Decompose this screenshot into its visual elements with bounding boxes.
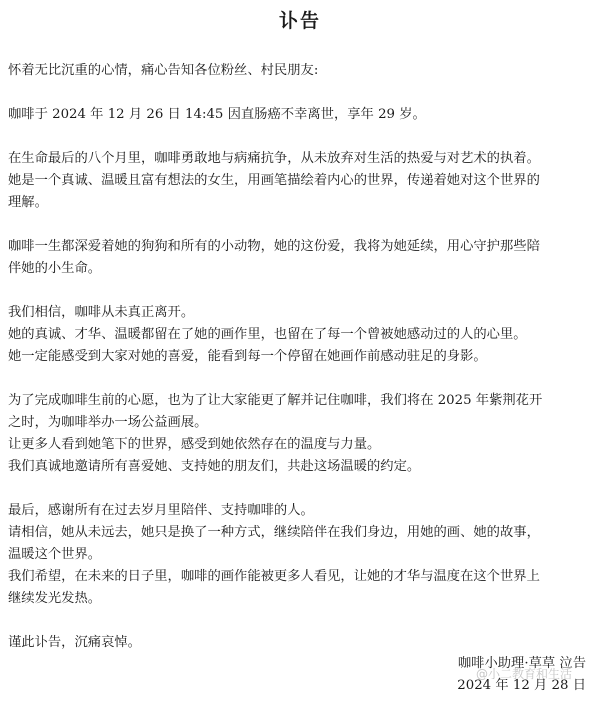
- text-line: 请相信，她从未远去，她只是换了一种方式，继续陪伴在我们身边，用她的画、她的故事，: [8, 525, 540, 540]
- text-line: 我们希望，在未来的日子里，咖啡的画作能被更多人看见，让她的才华与温度在这个世界上: [8, 569, 540, 584]
- signature-block: [457, 653, 586, 697]
- text-line: 温暖这个世界。: [8, 547, 102, 562]
- paragraph-animals: [8, 236, 588, 280]
- document-body: [8, 60, 588, 654]
- announcement-line: 咖啡于 2024 年 12 月 26 日 14:45 因直肠癌不幸离世，享年 29 岁。: [8, 107, 426, 122]
- document-date: 2024 年 12 月 28 日: [457, 678, 586, 693]
- paragraph-struggle: [8, 148, 588, 214]
- closing-line: 谨此讣告，沉痛哀悼。: [8, 635, 141, 650]
- greeting-line: 怀着无比沉重的心情，痛心告知各位粉丝、村民朋友:: [8, 63, 319, 78]
- text-line: 在生命最后的八个月里，咖啡勇敢地与病痛抗争，从未放弃对生活的热爱与对艺术的执着。: [8, 151, 540, 166]
- signature: 咖啡小助理·草草 泣告: [457, 656, 586, 671]
- paragraph-thanks: [8, 500, 588, 610]
- paragraph-exhibition: [8, 390, 588, 478]
- paragraph-legacy: [8, 302, 588, 368]
- text-line: 她一定能感受到大家对她的喜爱，能看到每一个停留在她画作前感动驻足的身影。: [8, 349, 487, 364]
- text-line: 理解。: [8, 195, 48, 210]
- text-line: 之时，为咖啡举办一场公益画展。: [8, 415, 208, 430]
- text-line: 咖啡一生都深爱着她的狗狗和所有的小动物，她的这份爱，我将为她延续，用心守护那些陪: [8, 239, 540, 254]
- text-line: 她是一个真诚、温暖且富有想法的女生，用画笔描绘着内心的世界，传递着她对这个世界的: [8, 173, 540, 188]
- text-line: 伴她的小生命。: [8, 261, 102, 276]
- text-line: 为了完成咖啡生前的心愿，也为了让大家能更了解并记住咖啡，我们将在 2025 年紫荆花开: [8, 393, 543, 408]
- text-line: 我们相信，咖啡从未真正离开。: [8, 305, 195, 320]
- text-line: 让更多人看到她笔下的世界，感受到她依然存在的温度与力量。: [8, 437, 381, 452]
- text-line: 最后，感谢所有在过去岁月里陪伴、支持咖啡的人。: [8, 503, 314, 518]
- watermark: @小二教育和生活: [475, 667, 572, 681]
- text-line: 她的真诚、才华、温暖都留在了她的画作里，也留在了每一个曾被她感动过的人的心里。: [8, 327, 527, 342]
- text-line: 继续发光发热。: [8, 591, 102, 606]
- text-line: 我们真诚地邀请所有喜爱她、支持她的朋友们，共赴这场温暖的约定。: [8, 459, 421, 474]
- document-title: 讣告: [278, 10, 321, 32]
